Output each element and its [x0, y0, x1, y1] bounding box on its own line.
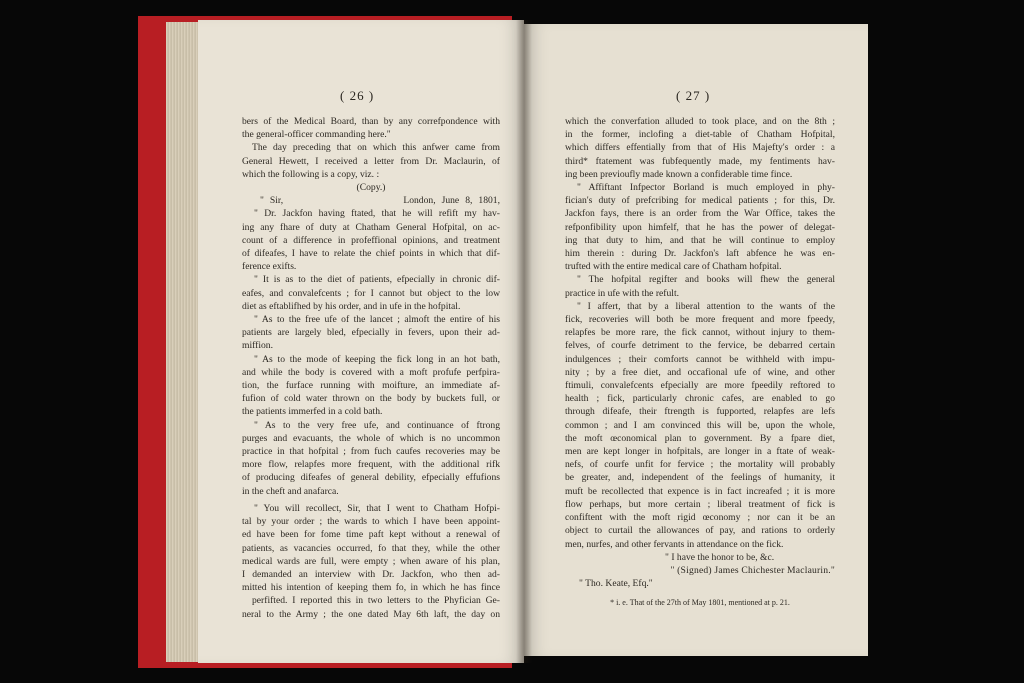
- text-line: object to curtail the allowances of pay, and rations to orderly: [565, 525, 835, 537]
- text-line: muft be recollected that expence is in fact increafed ; it is more: [565, 485, 835, 497]
- text-line: nefs, of courfe unfit for fervice ; the mortality will probably: [565, 459, 835, 471]
- text-line: practice in ufe with the refult.: [565, 287, 680, 299]
- text-line: fician's duty of prefcribing for medical patients ; for this, Dr.: [565, 195, 835, 207]
- text-line: " The hofpital regifter and books will fhew the general: [577, 274, 835, 286]
- right-page-number: ( 27 ): [676, 88, 711, 103]
- text-line: common ; and I am convinced this will be, upon the whole,: [565, 419, 835, 431]
- text-line: " I affert, that by a liberal attention to the wants of the: [577, 300, 835, 312]
- text-line: indulgences ; their comforts cannot be withheld with impu-: [565, 353, 835, 365]
- text-line: men, nurfes, and other fervants in attendance on the fick.: [565, 538, 784, 550]
- text-line: him therein : during Dr. Jackfon's laft abfence he was en-: [565, 248, 835, 260]
- right-page-text: [565, 115, 835, 610]
- text-line: " Dr. Jackfon having ftated, that he will refift my hav-: [254, 208, 500, 220]
- text-line: which differs effentially from that of His Majefty's order : a: [565, 142, 835, 154]
- text-line: of difeafes, I have to relate the chief points in which that dif-: [242, 248, 500, 260]
- text-line: mitted his intention of keeping them fo, in which he has fince: [242, 582, 500, 594]
- text-line: health ; fick, particularly chronic cafes, are enabled to go: [565, 393, 835, 405]
- text-line: " As to the very free ufe, and continuance of ftrong: [254, 419, 500, 431]
- text-line: the patients immerfed in a cold bath.: [242, 406, 383, 418]
- book-gutter: [516, 20, 532, 663]
- signature-line: " (Signed) James Chichester Maclaurin.": [670, 564, 835, 576]
- text-line: bers of the Medical Board, than by any correfpondence with: [242, 116, 500, 127]
- text-line: nity ; by a free diet, and occafional ufe of wine, and other: [565, 366, 835, 378]
- text-line: eafes, and convalefcents ; for I cannot but object to the low: [242, 287, 500, 299]
- text-line: men are kept longer in hofpitals, are longer in a ftate of weak-: [565, 446, 835, 458]
- text-line: ing been previoufly made known a confiderable time fince.: [565, 168, 793, 180]
- text-line: fufion of cold water thrown on the body by buckets full, or: [242, 393, 500, 405]
- text-line: The day preceding that on which this anfwer came from: [252, 142, 500, 154]
- text-line: ftimuli, convalefcents efpecially are more fpeedily reftored to: [565, 380, 835, 392]
- page-edges: [166, 22, 202, 662]
- text-line: which the converfation alluded to took place, and on the 8th ;: [565, 116, 835, 127]
- text-line: and while the body is covered with a moft profufe perfpira-: [242, 366, 500, 378]
- left-page-number: ( 26 ): [340, 88, 375, 103]
- text-line: of producing difeafes of general debility, efpecially effufions: [242, 472, 500, 484]
- text-line: " Tho. Keate, Efq.": [579, 578, 653, 590]
- text-line: miffion.: [242, 340, 274, 352]
- text-line: ference exifts.: [242, 261, 297, 273]
- text-line: " It is as to the diet of patients, efpecially in chronic dif-: [254, 274, 500, 286]
- text-line: " You will recollect, Sir, that I went to Chatham Hofpi-: [254, 502, 500, 514]
- text-line: ing that duty to him, and that he will continue to employ: [565, 234, 835, 246]
- text-line: General Hewett, I received a letter from Dr. Maclaurin, of: [242, 155, 500, 167]
- text-line: be greater, and, independent of the feelings of humanity, it: [565, 472, 835, 484]
- text-line: fick, recoveries will both be more frequent and more fpeedy,: [565, 314, 835, 326]
- text-line: ing any fhare of duty at Chatham General Hofpital, on ac-: [242, 221, 500, 233]
- text-line: " As to the free ufe of the lancet ; almoft the entire of his: [254, 314, 500, 326]
- text-line: patients, as vacancies occurred, fo that they, while the other: [242, 542, 500, 554]
- text-line: relapfes be more rare, the fick cannot, without injury to them-: [565, 327, 835, 339]
- text-line: " As to the mode of keeping the fick long in an hot bath,: [254, 353, 500, 365]
- text-line: purges and evacuants, the whole of which is no uncommon: [242, 432, 500, 444]
- text-line: refponfibility upon himfelf, that he has the power of delegat-: [565, 221, 835, 233]
- text-line: tion, the furface running with moifture, an immediate af-: [242, 380, 500, 392]
- text-line: patients are largely bled, efpecially in fevers, upon their ad-: [242, 327, 500, 339]
- text-line: count of a difference in profeffional opinions, and treatment: [242, 234, 500, 246]
- text-line: in the former, inclofing a diet-table of Chatham Hofpital,: [565, 129, 835, 141]
- text-line: practice in that hofpital ; from fuch caufes recoveries may be: [242, 446, 500, 458]
- text-line: I demanded an interview with Dr. Jackfon, who then ad-: [242, 568, 500, 580]
- text-line: (Copy.): [356, 182, 386, 194]
- text-line: more flow, relapfes more frequent, with the additional rifk: [242, 459, 500, 471]
- text-line: medical wards are full, were empty ; when aware of his plan,: [242, 555, 500, 567]
- text-line: perfifted. I reported this in two letters to the Phyfician Ge-: [252, 595, 500, 607]
- text-line: flow perhaps, but more certain ; liberal treatment of fick is: [565, 498, 835, 510]
- text-line: " Affiftant Infpector Borland is much employed in phy-: [577, 182, 835, 194]
- text-line: the general-officer commanding here.": [242, 129, 391, 141]
- text-line: " I have the honor to be, &c.: [665, 551, 775, 563]
- text-line: Jackfon fays, there is an order from the War Office, takes the: [565, 208, 835, 220]
- left-page-text: [242, 115, 500, 621]
- text-line: confiftent with the moft rigid œconomy ; nor can it be an: [565, 512, 835, 524]
- text-line: felves, of courfe detriment to the fervice, be debarred certain: [565, 340, 835, 352]
- text-line: diet as eftablifhed by his order, and in ufe in the hofpital.: [242, 300, 461, 312]
- text-line: which the following is a copy, viz. :: [242, 168, 380, 180]
- text-line: ed have been for fome time paft kept without a renewal of: [242, 529, 500, 541]
- text-line: " Sir, London, June 8, 1801,: [260, 195, 500, 207]
- text-line: trufted with the entire medical care of Chatham hofpital.: [565, 261, 782, 273]
- footnote: * i. e. That of the 27th of May 1801, mentioned at p. 21.: [610, 598, 790, 608]
- text-line: neral to the Army ; the one dated May 6th laft, the day on: [242, 608, 500, 620]
- text-line: third* ftatement was fubfequently made, my fentiments hav-: [565, 155, 835, 167]
- text-line: in the cheft and anafarca.: [242, 485, 339, 497]
- text-line: the moft œconomical plan to government. By a fpare diet,: [565, 432, 835, 444]
- text-line: through difeafe, their ftrength is fupported, relapfes are lefs: [565, 406, 835, 418]
- text-line: tal by your order ; the wards to which I have been appoint-: [242, 516, 500, 528]
